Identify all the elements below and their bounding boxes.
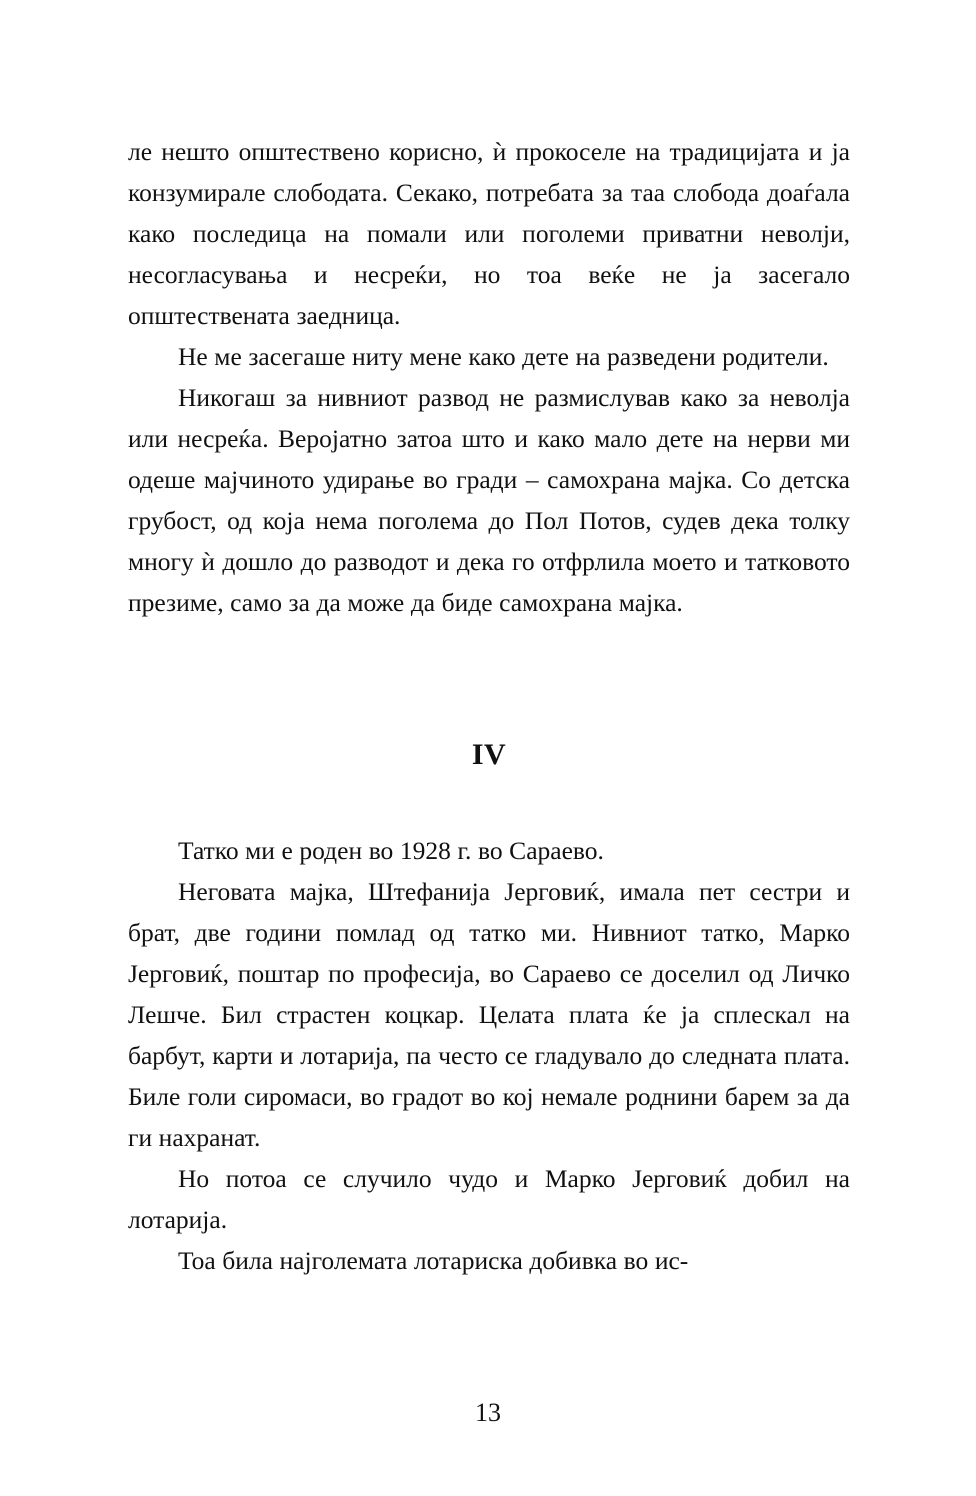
heading-spacer-top [128,623,850,734]
paragraph-7: Тоа била најголемата лотариска добивка во ис- [178,1246,689,1275]
chapter-heading: IV [471,738,507,771]
paragraph-5: Неговата мајка, Штефанија Јерговиќ, имала пет сестри и брат, две години помлад од татко ми. Нивниот татко, Марко Јерговиќ, поштар по професија, во Сараево се доселил од Личко Лешче. Бил страстен коцкар. Целата плата ќе ја сплескал на барбут, карти и лотарија, па често се гладувало до следната плата. Биле голи сиромаси, во градот во кој немале роднини барем за да ги нахранат. [128,877,850,1152]
paragraph-continued: ле нешто општествено корисно, ѝ прокоселе на традицијата и ја конзумирале слободата. Секако, потребата за таа слобода доаѓала како последица на помали или поголеми приватни неволји, несогласувања и несреќи, но тоа веќе не ја засегало општествената заедница. [128,137,850,330]
paragraph-2: Не ме засегаше ниту мене како дете на разведени родители. [178,342,829,371]
text-column [128,131,850,1281]
paragraph-6: Но потоа се случило чудо и Марко Јерговиќ добил на лотарија. [128,1164,850,1234]
page-number: 13 [475,1398,501,1427]
paragraph-4: Татко ми е роден во 1928 г. во Сараево. [178,836,604,865]
paragraph-3: Никогаш за нивниот развод не размислував како за неволја или несреќа. Веројатно затоа што и како мало дете на нерви ми одеше мајчиното удирање во гради – самохрана мајка. Со детска грубост, од која нема поголема до Пол Потов, судев дека толку многу ѝ дошло до разводот и дека го отфрлила моето и татковото презиме, само за да може да биде самохрана мајка. [128,383,850,617]
heading-spacer-bottom [128,775,850,830]
